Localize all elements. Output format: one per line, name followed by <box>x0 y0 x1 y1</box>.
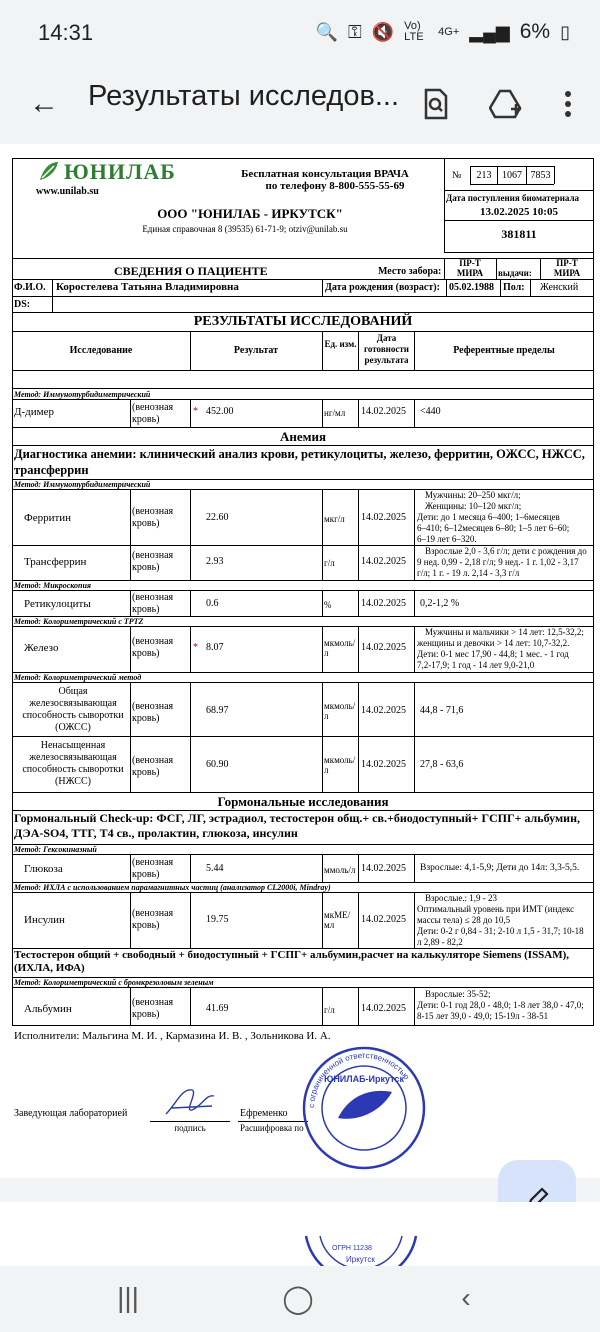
executors: Исполнители: Мальгина М. И. , Кармазина И. В. , Зольникова И. А. <box>14 1030 331 1042</box>
method-colorimetric: Метод: Колориметрический метод <box>14 673 142 682</box>
ddimer-name: Д-димер <box>14 406 54 418</box>
iron-flag: * <box>193 642 198 653</box>
column-result: Результат <box>233 345 279 356</box>
glucose-date: 14.02.2025 <box>361 863 406 874</box>
recents-icon[interactable]: ||| <box>117 1282 139 1313</box>
method-microscopy: Метод: Микроскопия <box>14 581 92 590</box>
retic-name: Ретикулоциты <box>24 598 91 610</box>
company-name: ООО "ЮНИЛАБ - ИРКУТСК" <box>157 206 343 221</box>
network-label: Vo) LTE <box>404 20 424 43</box>
ferritin-value: 22.60 <box>206 512 229 523</box>
ddimer-ref: <440 <box>420 406 441 417</box>
insulin-ref: Взрослые.: 1,9 - 23 Оптимальный уровень при ИМТ (индекс массы тела) ≤ 28 до 10,5 Дети: 0-2 г 0,84 - 31; 2-10 л 1,5 - 31,7; 10-18 л 2,89 - 82,2 <box>417 893 584 947</box>
signature-caption: подпись <box>174 1123 206 1133</box>
patient-name: Коростелева Татьяна Владимировна <box>56 281 239 293</box>
method-tptz: Метод: Колориметрический с TPTZ <box>14 617 144 626</box>
arrival-label: Дата поступления биоматериала <box>446 193 580 203</box>
transferrin-name: Трансферрин <box>24 556 87 568</box>
sex-label: Пол: <box>503 282 525 293</box>
mute-icon: 🔇 <box>371 21 395 42</box>
collect-place-label: Место забора: <box>378 266 442 277</box>
issue-place-value: ПР-Т МИРА <box>553 258 581 278</box>
ojss-unit: мкмоль/л <box>324 701 356 721</box>
collect-place-value: ПР-Т МИРА <box>456 258 484 278</box>
stamp-ring-text: с ограниченной ответственностью <box>306 1050 412 1109</box>
glucose-name: Глюкоза <box>24 863 63 875</box>
signature-icon <box>162 1084 222 1120</box>
number-part-1: 213 <box>476 170 492 181</box>
retic-value: 0.6 <box>206 598 219 609</box>
albumin-ref: Взрослые: 35-52; Дети: 0-1 год 28,0 - 48,0; 1-8 лет 38,0 - 47,0; 8-15 лет 39,0 - 49,0; 15-19л - 38-51 <box>417 989 584 1021</box>
ferritin-name: Ферритин <box>24 512 72 524</box>
insulin-value: 19.75 <box>206 914 229 925</box>
head-name: Ефременко <box>240 1108 288 1119</box>
number-sign: № <box>452 170 462 181</box>
ojss-ref: 44,8 - 71,6 <box>420 705 464 716</box>
ddimer-sample: (венозная кровь) <box>132 402 174 425</box>
lab-site: www.unilab.su <box>36 186 99 197</box>
method-ichla: Метод: ИХЛА с использованием парамагнитных частиц (анализатор CL2000i, Mindray) <box>14 883 331 892</box>
back-nav-icon[interactable]: ‹ <box>461 1282 471 1313</box>
issue-place-label: выдачи: <box>498 268 532 278</box>
albumin-value: 41.69 <box>206 1003 229 1014</box>
njss-unit: мкмоль/л <box>324 755 356 775</box>
transferrin-sample: (венозная кровь) <box>132 550 174 573</box>
ojss-value: 68.97 <box>206 705 229 716</box>
column-date: Дата готовности результата <box>364 333 409 365</box>
retic-sample: (венозная кровь) <box>132 592 174 615</box>
arrival-date: 13.02.2025 10:05 <box>480 206 558 218</box>
ojss-sample: (венозная кровь) <box>132 701 174 724</box>
insulin-date: 14.02.2025 <box>361 914 406 925</box>
glucose-value: 5.44 <box>206 863 224 874</box>
drive-add-icon[interactable] <box>486 84 526 124</box>
glucose-ref: Взрослые: 4,1-5,9; Дети до 14л: 3,3-5,5. <box>420 863 580 873</box>
iron-value: 8.07 <box>206 642 224 653</box>
section-hormones: Гормональные исследования <box>217 794 389 809</box>
number-part-2: 1067 <box>502 170 522 181</box>
method-bcg: Метод: Колориметрический с бромкрезоловым зеленым <box>14 978 214 987</box>
lab-logo-text: ЮНИЛАБ <box>64 159 176 184</box>
ddimer-value: 452.00 <box>206 406 234 417</box>
method-hexokinase: Метод: Гексокиназный <box>14 845 97 854</box>
testosterone-panel-title: Тестостерон общий + свободный + биодоступный + ГСПГ+ альбумин,расчет на калькуляторе Siemens (ISSAM),(ИХЛА, ИФА) <box>14 949 570 974</box>
lab-stamp <box>300 1044 428 1172</box>
njss-ref: 27,8 - 63,6 <box>420 759 464 770</box>
lab-logo-icon <box>38 160 60 182</box>
glucose-unit: ммоль/л <box>324 865 356 875</box>
status-bar <box>0 0 600 68</box>
transferrin-date: 14.02.2025 <box>361 556 406 567</box>
search-icon: 🔍 <box>315 21 339 42</box>
insulin-sample: (венозная кровь) <box>132 908 174 931</box>
ddimer-unit: нг/мл <box>324 408 346 418</box>
njss-value: 60.90 <box>206 759 229 770</box>
section-anemia: Анемия <box>279 429 327 444</box>
glucose-sample: (венозная кровь) <box>132 857 174 880</box>
order-number: 381811 <box>501 227 537 241</box>
retic-unit: % <box>324 600 332 610</box>
dob-value: 05.02.1988 <box>449 282 494 293</box>
system-nav-bar <box>0 1266 600 1332</box>
checkup-panel-title: Гормональный Check-up: ФСГ, ЛГ, эстрадиол, тестостерон общ.+ св.+биодоступный+ ГСПГ+ альбумин, ДЭА-SO4, ТТГ, Т4 св., пролактин, глюкоза, инсулин <box>14 811 580 840</box>
search-in-document-icon[interactable] <box>416 84 456 124</box>
iron-name: Железо <box>24 642 59 654</box>
sex-value: Женский <box>540 282 579 293</box>
albumin-sample: (венозная кровь) <box>132 997 174 1020</box>
stamp-text: ЮНИЛАБ-Иркутск <box>324 1074 404 1084</box>
retic-date: 14.02.2025 <box>361 598 406 609</box>
battery-icon: ▯ <box>560 21 570 42</box>
column-test: Исследование <box>69 345 133 356</box>
signal-icon: ▂▄▆ <box>469 21 510 42</box>
insulin-unit: мкМЕ/мл <box>324 910 351 930</box>
consult-line-1: Бесплатная консультация ВРАЧА <box>241 168 409 180</box>
ferritin-sample: (венозная кровь) <box>132 506 174 529</box>
key-icon: ⚿ <box>348 21 362 42</box>
page-title: Результаты исследов... <box>88 80 400 112</box>
fio-label: Ф.И.О. <box>14 282 46 293</box>
battery-label: 6% <box>519 20 551 43</box>
more-options-icon[interactable] <box>548 84 588 124</box>
document-page <box>0 144 600 1178</box>
column-reference: Референтные пределы <box>453 345 555 356</box>
ferritin-unit: мкг/л <box>324 514 345 524</box>
iron-date: 14.02.2025 <box>361 642 406 653</box>
njss-name: Ненасыщенная железосвязывающая способность сыворотки (НЖСС) <box>22 740 124 787</box>
transferrin-unit: г/л <box>324 558 335 568</box>
iron-sample: (венозная кровь) <box>132 636 174 659</box>
stamp-city: Иркутск <box>346 1255 375 1264</box>
home-icon[interactable]: ◯ <box>282 1283 314 1314</box>
iron-unit: мкмоль/л <box>324 638 356 658</box>
stamp-reg-number: ОГРН 11238 <box>332 1245 372 1252</box>
app-bar <box>0 68 600 144</box>
back-arrow-icon[interactable]: ← <box>29 87 59 120</box>
ojss-name: Общая железосвязывающая способность сыворотки (ОЖСС) <box>22 686 124 733</box>
njss-date: 14.02.2025 <box>361 759 406 770</box>
helpline: Единая справочная 8 (39535) 61-71-9; otziv@unilab.su <box>142 224 348 234</box>
retic-ref: 0,2-1,2 % <box>420 598 460 609</box>
next-page-preview <box>0 1202 600 1266</box>
results-title: РЕЗУЛЬТАТЫ ИССЛЕДОВАНИЙ <box>193 314 413 329</box>
ojss-date: 14.02.2025 <box>361 705 406 716</box>
ferritin-ref: Мужчины: 20–250 мкг/л; Женщины: 10–120 мкг/л; Дети: до 1 месяца 6–400; 1–6месяцев 6–410; 6–12месяцев 6–80; 1–5 лет 6–60; 6–19 лет 6–320. <box>417 490 570 544</box>
ddimer-date: 14.02.2025 <box>361 406 406 417</box>
insulin-name: Инсулин <box>24 914 65 926</box>
ferritin-date: 14.02.2025 <box>361 512 406 523</box>
njss-sample: (венозная кровь) <box>132 755 174 778</box>
signal-label: 4G+ <box>438 26 460 38</box>
clock: 14:31 <box>38 20 94 45</box>
transferrin-value: 2.93 <box>206 556 224 567</box>
status-icons <box>316 20 570 44</box>
dob-label: Дата рождения (возраст): <box>325 282 440 293</box>
consult-line-2: по телефону 8-800-555-55-69 <box>265 180 405 192</box>
patient-section-title: СВЕДЕНИЯ О ПАЦИЕНТЕ <box>114 264 268 278</box>
albumin-name: Альбумин <box>24 1003 72 1015</box>
ddimer-flag: * <box>193 406 198 417</box>
decode-caption: Расшифровка по <box>240 1123 304 1133</box>
anemia-panel-title: Диагностика анемии: клинический анализ крови, ретикулоциты, железо, ферритин, ОЖСС, НЖСС, трансферрин <box>14 447 585 477</box>
transferrin-ref: Взрослые 2,0 - 3,6 г/л; дети с рождения до 9 нед. 0,99 - 2,18 г/л; 9 нед.- 1 г. 1,02 - 3,17 г/л; 1 г. - 19 л. 2,14 - 3,3 г/л <box>417 546 587 578</box>
albumin-unit: г/л <box>324 1005 335 1015</box>
column-unit: Ед. изм. <box>324 339 357 349</box>
method-immunoturbidimetric: Метод: Иммунотурбидиметрический <box>14 390 151 399</box>
albumin-date: 14.02.2025 <box>361 1003 406 1014</box>
ds-label: DS: <box>14 299 31 310</box>
number-part-3: 7853 <box>530 170 551 181</box>
head-label: Заведующая лабораторией <box>14 1108 128 1119</box>
iron-ref: Мужчины и мальчики > 14 лет: 12,5-32,2; женщины и девочки > 14 лет: 10,7-32,2. Дети: 0-1 мес 17,90 - 44,8; 1 мес. - 1 год 7,2-17,9; 1 год - 14 лет 9,0-21,0 <box>417 627 584 670</box>
method-immunoturbidimetric-2: Метод: Иммунотурбидиметрический <box>14 480 151 489</box>
